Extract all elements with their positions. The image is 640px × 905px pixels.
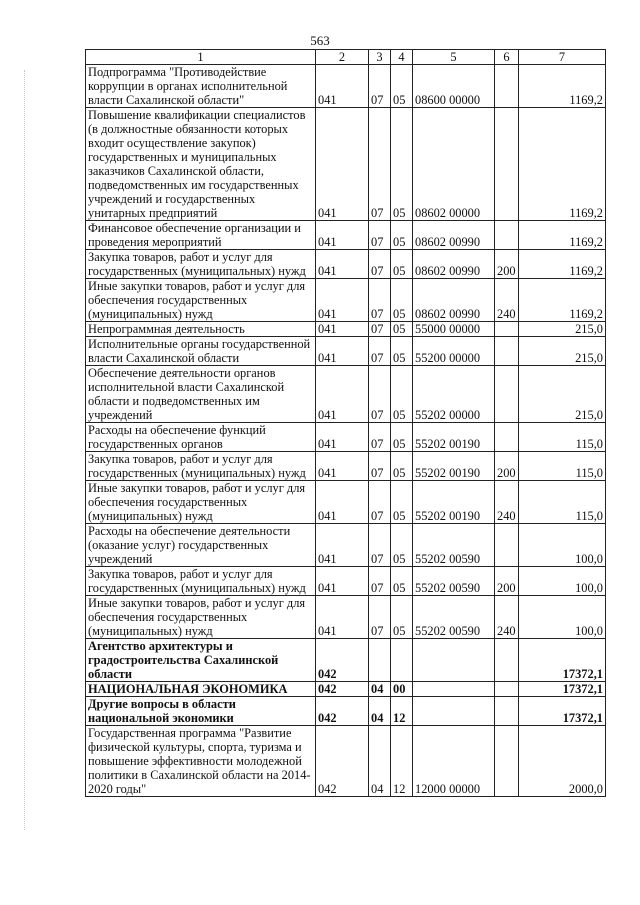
row-admin-code-cell: 041 <box>316 524 369 567</box>
row-subsection-cell: 05 <box>391 65 413 108</box>
column-header: 5 <box>413 50 495 65</box>
row-subsection-cell: 05 <box>391 366 413 423</box>
row-target-code-cell: 55202 00190 <box>413 423 495 452</box>
row-target-code-cell: 08602 00990 <box>413 279 495 322</box>
row-subsection-cell: 00 <box>391 682 413 697</box>
row-subsection-cell: 12 <box>391 697 413 726</box>
row-amount-cell: 1169,2 <box>519 65 606 108</box>
row-subsection-cell: 05 <box>391 452 413 481</box>
table-row <box>86 337 606 366</box>
row-expense-type-cell <box>495 366 519 423</box>
row-amount-cell: 17372,1 <box>519 639 606 682</box>
row-subsection-cell: 05 <box>391 524 413 567</box>
row-admin-code-cell: 041 <box>316 221 369 250</box>
row-section-cell: 07 <box>369 596 391 639</box>
row-name-cell: Иные закупки товаров, работ и услуг для обеспечения государственных (муниципальных) нужд <box>86 279 316 322</box>
row-section-cell: 07 <box>369 322 391 337</box>
row-expense-type-cell <box>495 423 519 452</box>
row-expense-type-cell <box>495 697 519 726</box>
row-subsection-cell: 05 <box>391 221 413 250</box>
table-row <box>86 221 606 250</box>
row-target-code-cell <box>413 682 495 697</box>
table-row <box>86 452 606 481</box>
row-section-cell: 07 <box>369 250 391 279</box>
row-section-cell: 07 <box>369 481 391 524</box>
row-expense-type-cell: 240 <box>495 481 519 524</box>
row-target-code-cell: 55202 00590 <box>413 567 495 596</box>
row-amount-cell: 17372,1 <box>519 697 606 726</box>
row-amount-cell: 100,0 <box>519 567 606 596</box>
table-header-row <box>86 50 606 65</box>
table-row <box>86 682 606 697</box>
row-amount-cell: 215,0 <box>519 337 606 366</box>
table-row <box>86 108 606 221</box>
row-target-code-cell: 08600 00000 <box>413 65 495 108</box>
row-target-code-cell: 08602 00990 <box>413 221 495 250</box>
row-admin-code-cell: 041 <box>316 337 369 366</box>
row-section-cell: 07 <box>369 221 391 250</box>
page-number: 563 <box>310 33 330 48</box>
row-section-cell: 07 <box>369 524 391 567</box>
row-expense-type-cell: 240 <box>495 596 519 639</box>
row-amount-cell: 115,0 <box>519 481 606 524</box>
row-amount-cell: 1169,2 <box>519 221 606 250</box>
table-row <box>86 726 606 797</box>
row-amount-cell: 215,0 <box>519 322 606 337</box>
row-subsection-cell: 05 <box>391 596 413 639</box>
row-expense-type-cell <box>495 524 519 567</box>
row-section-cell: 07 <box>369 65 391 108</box>
row-subsection-cell: 05 <box>391 423 413 452</box>
row-name-cell: Обеспечение деятельности органов исполнительной власти Сахалинской области и подведомственных им учреждений <box>86 366 316 423</box>
column-header: 2 <box>316 50 369 65</box>
row-name-cell: Иные закупки товаров, работ и услуг для обеспечения государственных (муниципальных) нужд <box>86 481 316 524</box>
table-row <box>86 481 606 524</box>
row-expense-type-cell <box>495 65 519 108</box>
row-subsection-cell <box>391 639 413 682</box>
row-amount-cell: 1169,2 <box>519 250 606 279</box>
column-header: 1 <box>86 50 316 65</box>
row-subsection-cell: 05 <box>391 481 413 524</box>
row-expense-type-cell <box>495 639 519 682</box>
scan-margin-line <box>24 70 26 830</box>
row-amount-cell: 215,0 <box>519 366 606 423</box>
row-name-cell: Другие вопросы в области национальной экономики <box>86 697 316 726</box>
row-subsection-cell: 05 <box>391 322 413 337</box>
row-expense-type-cell <box>495 221 519 250</box>
table-row <box>86 639 606 682</box>
row-amount-cell: 2000,0 <box>519 726 606 797</box>
row-target-code-cell: 55200 00000 <box>413 337 495 366</box>
row-admin-code-cell: 041 <box>316 423 369 452</box>
budget-table <box>85 49 606 797</box>
row-target-code-cell: 08602 00000 <box>413 108 495 221</box>
row-name-cell: Исполнительные органы государственной власти Сахалинской области <box>86 337 316 366</box>
table-row <box>86 567 606 596</box>
row-subsection-cell: 05 <box>391 567 413 596</box>
row-expense-type-cell: 240 <box>495 279 519 322</box>
row-admin-code-cell: 041 <box>316 366 369 423</box>
table-row <box>86 524 606 567</box>
row-target-code-cell: 08602 00990 <box>413 250 495 279</box>
row-expense-type-cell: 200 <box>495 250 519 279</box>
row-subsection-cell: 05 <box>391 279 413 322</box>
row-amount-cell: 100,0 <box>519 524 606 567</box>
row-section-cell: 07 <box>369 567 391 596</box>
row-admin-code-cell: 041 <box>316 108 369 221</box>
row-name-cell: Повышение квалификации специалистов (в должностные обязанности которых входит осуществление закупок) государственных и муниципальных заказчиков Сахалинской области, подведомственных им государственных учреждений и государственных унитарных предприятий <box>86 108 316 221</box>
row-name-cell: НАЦИОНАЛЬНАЯ ЭКОНОМИКА <box>86 682 316 697</box>
table-row <box>86 697 606 726</box>
table-row <box>86 65 606 108</box>
table-row <box>86 423 606 452</box>
table-row <box>86 322 606 337</box>
table-row <box>86 250 606 279</box>
row-amount-cell: 115,0 <box>519 452 606 481</box>
row-amount-cell: 100,0 <box>519 596 606 639</box>
row-section-cell: 04 <box>369 682 391 697</box>
row-admin-code-cell: 041 <box>316 322 369 337</box>
row-target-code-cell <box>413 697 495 726</box>
column-header: 3 <box>369 50 391 65</box>
row-expense-type-cell <box>495 726 519 797</box>
row-section-cell: 04 <box>369 697 391 726</box>
row-admin-code-cell: 041 <box>316 481 369 524</box>
row-target-code-cell: 12000 00000 <box>413 726 495 797</box>
row-target-code-cell: 55202 00590 <box>413 596 495 639</box>
row-admin-code-cell: 042 <box>316 697 369 726</box>
row-expense-type-cell <box>495 682 519 697</box>
row-amount-cell: 115,0 <box>519 423 606 452</box>
row-section-cell: 07 <box>369 337 391 366</box>
row-subsection-cell: 05 <box>391 337 413 366</box>
row-admin-code-cell: 042 <box>316 682 369 697</box>
row-expense-type-cell <box>495 337 519 366</box>
row-expense-type-cell: 200 <box>495 452 519 481</box>
row-target-code-cell: 55202 00590 <box>413 524 495 567</box>
row-name-cell: Подпрограмма "Противодействие коррупции в органах исполнительной власти Сахалинской области" <box>86 65 316 108</box>
row-section-cell: 07 <box>369 366 391 423</box>
row-name-cell: Закупка товаров, работ и услуг для государственных (муниципальных) нужд <box>86 452 316 481</box>
row-section-cell: 04 <box>369 726 391 797</box>
row-amount-cell: 1169,2 <box>519 108 606 221</box>
row-name-cell: Иные закупки товаров, работ и услуг для обеспечения государственных (муниципальных) нужд <box>86 596 316 639</box>
row-name-cell: Расходы на обеспечение деятельности (оказание услуг) государственных учреждений <box>86 524 316 567</box>
row-target-code-cell: 55000 00000 <box>413 322 495 337</box>
row-name-cell: Закупка товаров, работ и услуг для государственных (муниципальных) нужд <box>86 567 316 596</box>
row-subsection-cell: 12 <box>391 726 413 797</box>
row-section-cell: 07 <box>369 279 391 322</box>
row-section-cell: 07 <box>369 108 391 221</box>
row-expense-type-cell: 200 <box>495 567 519 596</box>
row-amount-cell: 1169,2 <box>519 279 606 322</box>
row-subsection-cell: 05 <box>391 108 413 221</box>
table-body <box>86 50 606 797</box>
column-header: 7 <box>519 50 606 65</box>
row-target-code-cell: 55202 00190 <box>413 481 495 524</box>
column-header: 4 <box>391 50 413 65</box>
row-admin-code-cell: 041 <box>316 567 369 596</box>
row-admin-code-cell: 042 <box>316 639 369 682</box>
row-admin-code-cell: 042 <box>316 726 369 797</box>
table-row <box>86 596 606 639</box>
row-section-cell <box>369 639 391 682</box>
row-expense-type-cell <box>495 322 519 337</box>
table-row <box>86 279 606 322</box>
table-row <box>86 366 606 423</box>
row-expense-type-cell <box>495 108 519 221</box>
row-admin-code-cell: 041 <box>316 250 369 279</box>
row-target-code-cell: 55202 00190 <box>413 452 495 481</box>
row-section-cell: 07 <box>369 452 391 481</box>
row-section-cell: 07 <box>369 423 391 452</box>
row-subsection-cell: 05 <box>391 250 413 279</box>
row-amount-cell: 17372,1 <box>519 682 606 697</box>
row-name-cell: Непрограммная деятельность <box>86 322 316 337</box>
row-name-cell: Закупка товаров, работ и услуг для государственных (муниципальных) нужд <box>86 250 316 279</box>
row-admin-code-cell: 041 <box>316 279 369 322</box>
row-admin-code-cell: 041 <box>316 596 369 639</box>
row-name-cell: Финансовое обеспечение организации и проведения мероприятий <box>86 221 316 250</box>
row-name-cell: Агентство архитектуры и градостроительства Сахалинской области <box>86 639 316 682</box>
row-target-code-cell: 55202 00000 <box>413 366 495 423</box>
row-target-code-cell <box>413 639 495 682</box>
row-name-cell: Расходы на обеспечение функций государственных органов <box>86 423 316 452</box>
row-name-cell: Государственная программа "Развитие физической культуры, спорта, туризма и повышение эффективности молодежной политики в Сахалинской области на 2014-2020 годы" <box>86 726 316 797</box>
row-admin-code-cell: 041 <box>316 65 369 108</box>
column-header: 6 <box>495 50 519 65</box>
row-admin-code-cell: 041 <box>316 452 369 481</box>
